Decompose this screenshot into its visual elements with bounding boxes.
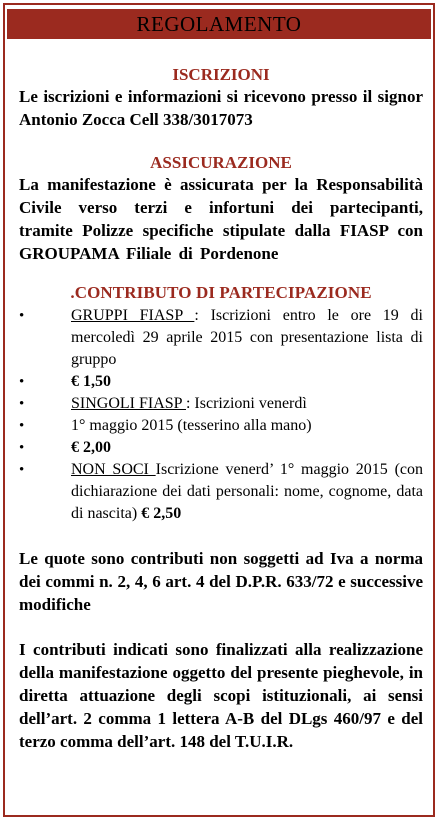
item-label: GRUPPI FIASP bbox=[71, 307, 195, 324]
list-item bbox=[19, 371, 423, 393]
heading-dot: . bbox=[70, 283, 75, 302]
item-text: 1° maggio 2015 (tesserino alla mano) bbox=[71, 417, 312, 434]
note-iva: Le quote sono contributi non soggetti ad Iva a norma dei commi n. 2, 4, 6 art. 4 del D.P.R. 633/72 e successive modifiche bbox=[19, 549, 423, 614]
item-price: € 2,00 bbox=[71, 439, 111, 456]
text-assicurazione: La manifestazione è assicurata per la Responsabilità Civile verso terzi e infortuni dei partecipanti, tramite Polizze specifiche stipulate dalla FIASP con GROUPAMA Filiale di Pordenone bbox=[19, 175, 423, 263]
heading-contributo bbox=[19, 283, 423, 303]
heading-iscrizioni: ISCRIZIONI bbox=[172, 65, 270, 84]
spacer bbox=[19, 616, 423, 638]
note-finalita: I contributi indicati sono finalizzati alla realizzazione della manifestazione oggetto del presente pieghevole, in diretta attuazione degli scopi istituzionali, ai sensi dell’art. 2 comma 1 lettera A-B del DLgs 460/97 e del terzo comma dell’art. 148 del T.U.I.R. bbox=[19, 640, 423, 751]
item-price: € 1,50 bbox=[71, 373, 111, 390]
banner-title: REGOLAMENTO bbox=[7, 9, 431, 39]
heading-assicurazione: ASSICURAZIONE bbox=[150, 153, 292, 172]
list-item bbox=[19, 459, 423, 525]
item-text: : Iscrizioni venerdì bbox=[185, 395, 307, 412]
item-label: NON SOCI bbox=[71, 461, 156, 478]
heading-contributo-label: CONTRIBUTO DI PARTECIPAZIONE bbox=[74, 283, 372, 302]
list-item bbox=[19, 415, 423, 437]
regolamento-box bbox=[3, 3, 435, 817]
regolamento-content bbox=[5, 65, 433, 753]
list-item bbox=[19, 437, 423, 459]
list-item bbox=[19, 393, 423, 415]
spacer bbox=[19, 525, 423, 547]
item-price: € 2,50 bbox=[141, 505, 182, 522]
list-item bbox=[19, 305, 423, 371]
contributo-list bbox=[19, 305, 423, 525]
item-label: SINGOLI FIASP bbox=[71, 395, 186, 412]
text-iscrizioni: Le iscrizioni e informazioni si ricevono presso il signor Antonio Zocca Cell 338/3017073 bbox=[19, 87, 423, 129]
item-text: Iscrizione venerd’ 1° maggio 2015 (con dichiarazione dei dati personali: nome, cognome, data di nascita) bbox=[71, 461, 423, 522]
item-text: : Iscrizioni entro le ore 19 di mercoledì 29 aprile 2015 con presentazione lista di gruppo bbox=[71, 307, 423, 368]
